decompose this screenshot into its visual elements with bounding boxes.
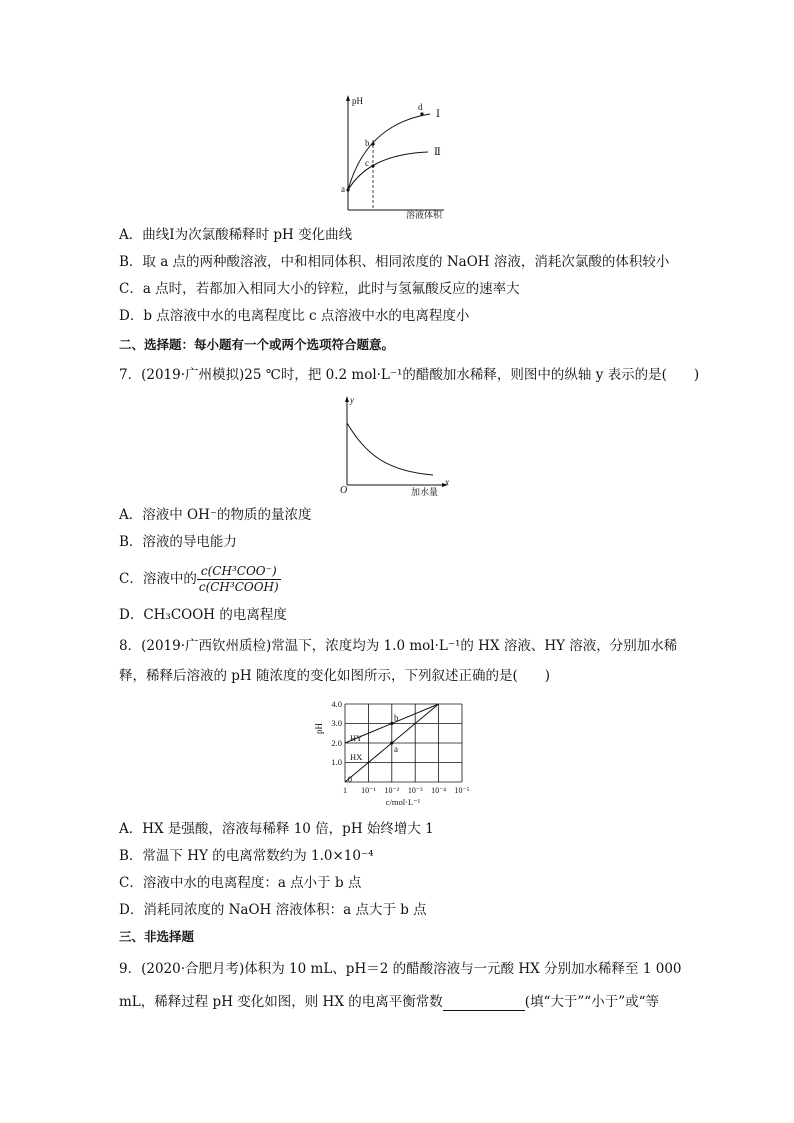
y-tick-1: 1.0 xyxy=(331,757,342,767)
point-c xyxy=(371,164,374,167)
x-tick-5: 10⁻⁵ xyxy=(454,786,470,795)
label-b: b xyxy=(394,713,399,723)
y-axis-label: pH xyxy=(352,96,363,106)
section-2-heading: 二、选择题：每小题有一个或两个选项符合题意。 xyxy=(119,337,395,352)
label-curve-I: Ⅰ xyxy=(436,109,440,120)
origin-label: O xyxy=(340,485,348,496)
x-tick-3: 10⁻³ xyxy=(407,786,423,795)
fraction-denominator: c(CH³COOH) xyxy=(198,580,279,594)
label-c: c xyxy=(365,158,369,168)
q8-stem-line2: 释，稀释后溶液的 pH 随浓度的变化如图所示，下列叙述正确的是( ) xyxy=(119,668,551,684)
y-axis-label: pH xyxy=(314,723,324,734)
curve-I xyxy=(348,114,430,190)
q8-option-d: D．消耗同浓度的 NaOH 溶液体积：a 点大于 b 点 xyxy=(119,902,427,918)
label-a: a xyxy=(341,184,345,194)
x-axis-label: 溶液体积 xyxy=(406,210,443,220)
q6-option-c: C．a 点时，若都加入相同大小的锌粒，此时与氢氟酸反应的速率大 xyxy=(119,281,520,297)
section-3-heading: 三、非选择题 xyxy=(119,929,195,944)
q7-option-a: A．溶液中 OH⁻的物质的量浓度 xyxy=(119,507,312,523)
q7-option-d: D．CH₃COOH 的电离程度 xyxy=(119,607,287,623)
q7-stem: 7．(2019·广州模拟)25 ℃时，把 0.2 mol·L⁻¹的醋酸加水稀释，则图中的纵轴 y 表示的是( ) xyxy=(119,367,700,383)
label-b: b xyxy=(365,138,370,148)
x-axis-label: c/mol·L⁻¹ xyxy=(385,797,421,807)
point-a xyxy=(346,188,349,191)
q9-line2-tail: (填“大于”“小于”或“等 xyxy=(524,994,660,1010)
q6-option-d: D．b 点溶液中水的电离程度比 c 点溶液中水的电离程度小 xyxy=(119,308,470,324)
q8-option-c: C．溶液中水的电离程度：a 点小于 b 点 xyxy=(119,875,362,891)
y-tick-2: 2.0 xyxy=(331,738,342,748)
x-tick-4: 10⁻⁴ xyxy=(431,786,447,795)
label-curve-II: Ⅱ xyxy=(434,147,441,158)
x-axis-title: 加水量 xyxy=(411,487,439,497)
y-tick-3: 3.0 xyxy=(331,718,342,728)
curve-II xyxy=(348,152,428,190)
q6-option-a: A．曲线Ⅰ为次氯酸稀释时 pH 变化曲线 xyxy=(119,227,353,243)
y-tick-4: 4.0 xyxy=(331,699,342,709)
q7-option-c xyxy=(119,560,281,598)
label-HY: HY xyxy=(350,733,363,743)
q8-ph-chart xyxy=(312,694,484,810)
q8-option-a: A．HX 是强酸，溶液每稀释 10 倍，pH 始终增大 1 xyxy=(119,821,434,837)
y-axis-arrow xyxy=(346,95,350,101)
q8-stem-line1: 8．(2019·广西钦州质检)常温下，浓度均为 1.0 mol·L⁻¹的 HX 溶液、HY 溶液，分别加水稀 xyxy=(119,638,678,654)
point-d xyxy=(420,112,423,115)
q7-option-b: B．溶液的导电能力 xyxy=(119,534,237,550)
point-b xyxy=(390,722,393,725)
label-d: d xyxy=(418,102,423,112)
q9-line2-text: mL，稀释过程 pH 变化如图，则 HX 的电离平衡常数 xyxy=(119,994,443,1010)
x-tick-0: 1 xyxy=(343,786,347,795)
y-label: y xyxy=(350,395,354,405)
label-HX: HX xyxy=(350,752,363,762)
answer-blank[interactable] xyxy=(443,996,525,1011)
fraction xyxy=(197,564,281,595)
q8-option-b: B．常温下 HY 的电离常数约为 1.0×10⁻⁴ xyxy=(119,848,374,864)
ph-dilution-figure-1 xyxy=(338,92,458,222)
q9-line1: 9．(2020·合肥月考)体积为 10 mL、pH＝2 的醋酸溶液与一元酸 HX 分别加水稀释至 1 000 xyxy=(119,961,682,977)
x-label: x xyxy=(445,477,449,487)
x-tick-1: 10⁻¹ xyxy=(361,786,376,795)
q7-option-c-prefix: C．溶液中的 xyxy=(119,571,197,587)
point-a xyxy=(390,741,393,744)
curve xyxy=(347,423,433,475)
fraction-numerator: c(CH³COO⁻) xyxy=(197,564,281,580)
y-tick-0: 0 xyxy=(347,774,352,784)
y-axis-arrow xyxy=(345,396,349,402)
label-a: a xyxy=(394,744,398,754)
grid xyxy=(345,704,462,782)
q9-line2 xyxy=(119,993,659,1011)
x-tick-2: 10⁻² xyxy=(384,786,400,795)
q7-figure xyxy=(335,393,455,499)
point-b xyxy=(371,142,374,145)
q6-option-b: B．取 a 点的两种酸溶液，中和相同体积、相同浓度的 NaOH 溶液，消耗次氯酸的体积较小 xyxy=(119,254,670,270)
